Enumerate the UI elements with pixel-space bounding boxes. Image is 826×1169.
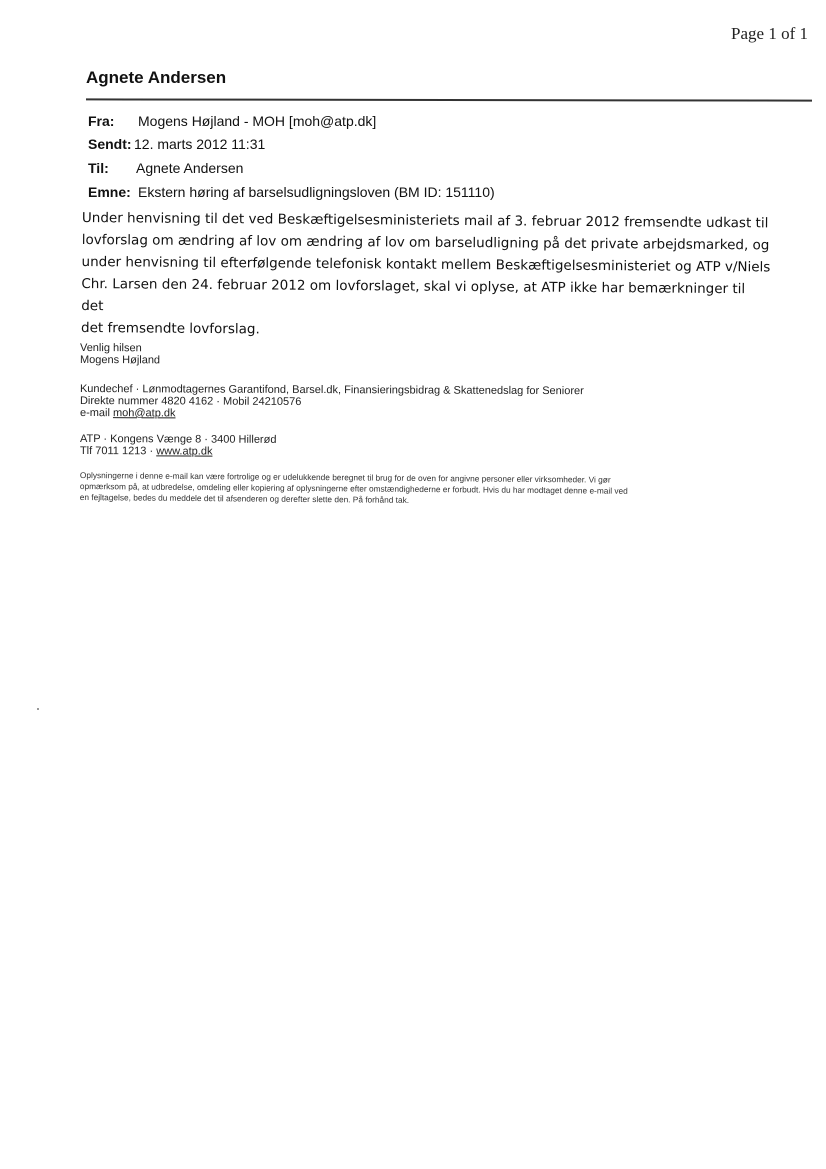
signature-title: Kundechef · Lønmodtagernes Garantifond, Barsel.dk, Finansieringsbidrag & Skattenedslag for Seniorer <box>79 383 584 398</box>
header-divider <box>86 98 812 101</box>
page-number: Page 1 of 1 <box>731 24 808 43</box>
header-sent-value: 12. marts 2012 11:31 <box>134 136 266 152</box>
header-to <box>88 160 243 176</box>
email-body <box>81 207 772 344</box>
header-sent-label: Sendt: <box>88 136 132 152</box>
header-from-label: Fra: <box>88 113 115 129</box>
signature-email-prefix: e-mail <box>79 407 114 420</box>
email-body-line: under henvisning til efterfølgende telefonisk kontakt mellem Beskæftigelsesministeriet og ATP v/Niels <box>81 253 771 276</box>
signature-email <box>80 407 176 419</box>
email-body-line: Chr. Larsen den 24. februar 2012 om lovforslaget, skal vi oplyse, at ATP ikke har bemærkninger til det <box>81 275 746 315</box>
header-sent <box>88 136 265 152</box>
disclaimer <box>80 470 770 509</box>
disclaimer-line: Oplysningerne i denne e-mail kan være fortrolige og er udelukkende beregnet til brug for de oven for angivne personer eller virksomheder. Vi gør <box>79 470 611 485</box>
header-subject-value: Ekstern høring af barselsudligningsloven (BM ID: 151110) <box>138 184 495 200</box>
header-subject <box>88 184 495 200</box>
header-from-value: Mogens Højland - MOH [moh@atp.dk] <box>138 113 377 129</box>
signature-phone: Direkte nummer 4820 4162 · Mobil 24210576 <box>79 395 302 408</box>
signature-address: ATP · Kongens Vænge 8 · 3400 Hillerød <box>79 433 277 446</box>
email-link[interactable]: moh@atp.dk <box>112 407 176 420</box>
disclaimer-line: opmærksom på, at udbredelse, omdeling eller kopiering af oplysningerne efter omstændighederne er forbudt. Hvis du har modtaget denne e-mail ved <box>79 480 628 496</box>
scan-speck <box>37 708 39 710</box>
header-to-label: Til: <box>88 160 109 176</box>
email-body-line: Under henvisning til det ved Beskæftigelsesministeriets mail af 3. februar 2012 fremsendte udkast til <box>81 209 769 232</box>
email-body-line: lovforslag om ændring af lov om ændring af lov om barseludligning på det private arbejdsmarked, og <box>81 231 770 254</box>
signature-tlf-prefix: Tlf 7011 1213 · <box>79 445 157 458</box>
signature-name: Mogens Højland <box>79 354 161 367</box>
disclaimer-line: en fejltagelse, bedes du meddele det til afsenderen og derefter slette den. På forhånd tak. <box>79 491 410 505</box>
email-body-line: det fremsendte lovforslag. <box>80 319 260 338</box>
website-link[interactable]: www.atp.dk <box>156 445 213 458</box>
header-subject-label: Emne: <box>88 184 131 200</box>
signature-tlf <box>80 445 213 458</box>
mailbox-owner-name: Agnete Andersen <box>86 68 227 87</box>
signature-greeting: Venlig hilsen <box>79 342 142 355</box>
header-to-value: Agnete Andersen <box>136 160 244 176</box>
header-from <box>88 113 376 129</box>
